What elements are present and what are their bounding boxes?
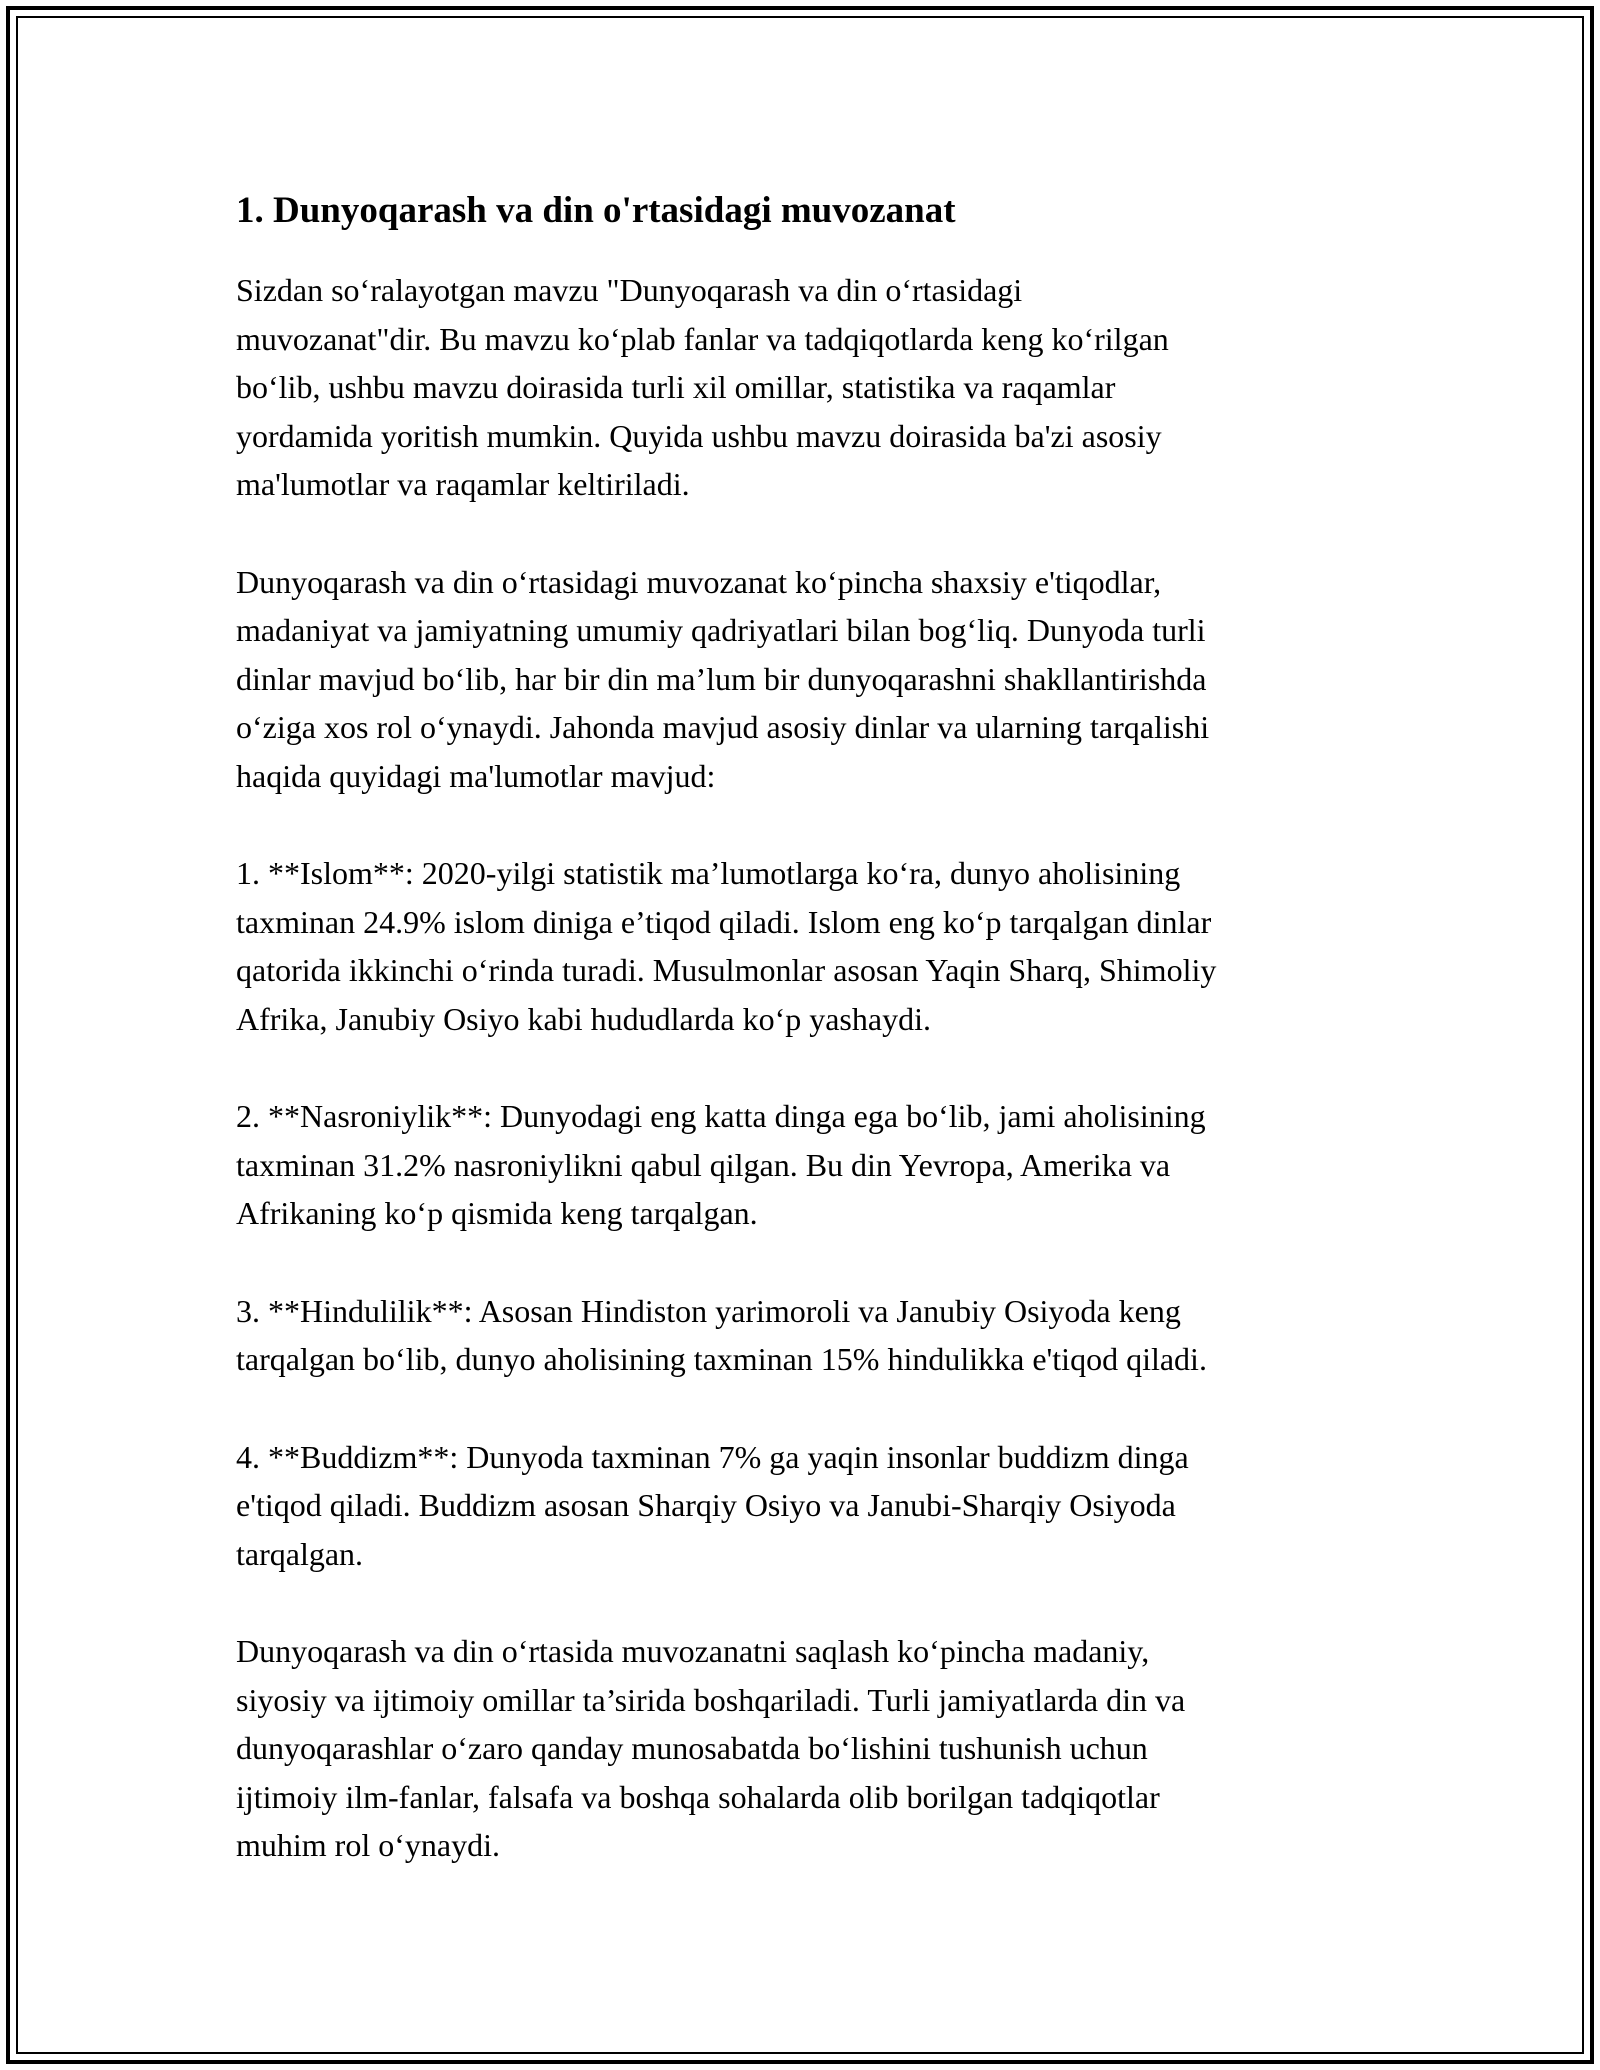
paragraph-line: tarqalgan bo‘lib, dunyo aholisining taxminan 15% hindulikka e'tiqod qiladi. [236, 1341, 1207, 1377]
paragraph-line: haqida quyidagi ma'lumotlar mavjud: [236, 757, 716, 794]
paragraph-conclusion [236, 1627, 1376, 1870]
paragraph-line: dinlar mavjud bo‘lib, har bir din ma’lum bir dunyoqarashni shakllantirishda [236, 660, 1207, 697]
paragraph-line: taxminan 24.9% islom diniga e’tiqod qiladi. Islom eng ko‘p tarqalgan dinlar [236, 903, 1212, 940]
document-title: 1. Dunyoqarash va din o'rtasidagi muvozanat [236, 190, 956, 231]
paragraph-line: 1. **Islom**: 2020-yilgi statistik ma’lumotlarga ko‘ra, dunyo aholisining [236, 855, 1181, 891]
paragraph-line: ma'lumotlar va raqamlar keltiriladi. [236, 466, 690, 502]
paragraph-line: e'tiqod qiladi. Buddizm asosan Sharqiy Osiyo va Janubi-Sharqiy Osiyoda [236, 1487, 1176, 1523]
paragraph-line: Dunyoqarash va din o‘rtasida muvozanatni saqlash ko‘pincha madaniy, [236, 1633, 1150, 1669]
list-item-hindulilik [236, 1287, 1376, 1384]
paragraph-line: taxminan 31.2% nasroniylikni qabul qilgan. Bu din Yevropa, Amerika va [236, 1146, 1171, 1183]
paragraph-line: tarqalgan. [236, 1535, 364, 1572]
paragraph-line: 2. **Nasroniylik**: Dunyodagi eng katta dinga ega bo‘lib, jami aholisining [236, 1098, 1206, 1134]
paragraph-line: siyosiy va ijtimoiy omillar ta’sirida boshqariladi. Turli jamiyatlarda din va [236, 1681, 1186, 1718]
paragraph-line: dunyoqarashlar o‘zaro qanday munosabatda bo‘lishini tushunish uchun [236, 1730, 1148, 1766]
paragraph-line: yordamida yoritish mumkin. Quyida ushbu mavzu doirasida ba'zi asosiy [236, 417, 1162, 454]
paragraph-line: bo‘lib, ushbu mavzu doirasida turli xil omillar, statistika va raqamlar [236, 369, 1116, 405]
paragraph-line: ijtimoiy ilm-fanlar, falsafa va boshqa sohalarda olib borilgan tadqiqotlar [236, 1778, 1160, 1815]
paragraph-line: Afrikaning ko‘p qismida keng tarqalgan. [236, 1195, 758, 1231]
list-item-buddizm [236, 1433, 1376, 1579]
document-body [236, 186, 1376, 1870]
paragraph-line: 3. **Hindulilik**: Asosan Hindiston yarimoroli va Janubiy Osiyoda keng [236, 1292, 1181, 1329]
paragraph-line: 4. **Buddizm**: Dunyoda taxminan 7% ga yaqin insonlar buddizm dinga [236, 1438, 1189, 1475]
paragraph-line: qatorida ikkinchi o‘rinda turadi. Musulmonlar asosan Yaqin Sharq, Shimoliy [236, 952, 1217, 988]
paragraph-line: muvozanat"dir. Bu mavzu ko‘plab fanlar va tadqiqotlarda keng ko‘rilgan [236, 320, 1169, 357]
list-item-nasroniylik [236, 1092, 1376, 1238]
paragraph-line: o‘ziga xos rol o‘ynaydi. Jahonda mavjud asosiy dinlar va ularning tarqalishi [236, 709, 1210, 745]
paragraph-line: Sizdan so‘ralayotgan mavzu "Dunyoqarash va din o‘rtasidagi [236, 272, 1023, 308]
paragraph-line: madaniyat va jamiyatning umumiy qadriyatlari bilan bog‘liq. Dunyoda turli [236, 612, 1206, 648]
paragraph-line: muhim rol o‘ynaydi. [236, 1827, 500, 1863]
paragraph-line: Afrika, Janubiy Osiyo kabi hududlarda ko‘p yashaydi. [236, 1000, 931, 1037]
paragraph-line: Dunyoqarash va din o‘rtasidagi muvozanat ko‘pincha shaxsiy e'tiqodlar, [236, 563, 1162, 600]
paragraph-context [236, 558, 1376, 801]
list-item-islom [236, 849, 1376, 1043]
paragraph-intro [236, 266, 1376, 509]
